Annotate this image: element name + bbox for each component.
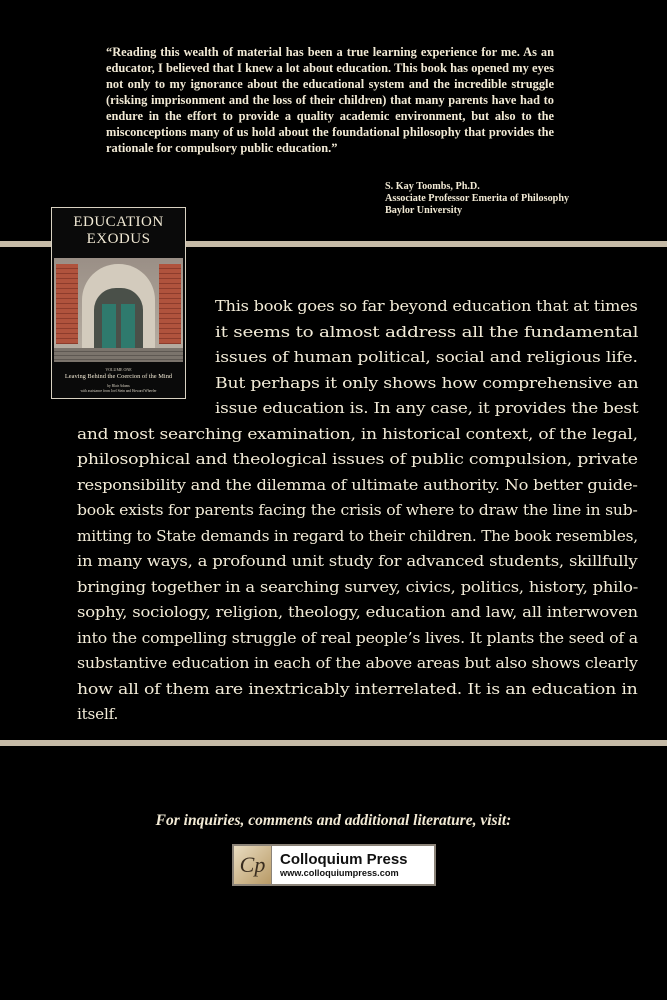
description-line: in many ways, a profound unit study for advanced students, skillfully — [77, 552, 638, 570]
cover-subtitle: Leaving Behind the Coercion of the Mind — [64, 373, 173, 380]
inquiry-text: For inquiries, comments and additional literature, visit: — [155, 812, 512, 829]
description-line: philosophical and theological issues of public compulsion, private — [77, 450, 638, 468]
publisher-url-link[interactable]: www.colloquiumpress.com — [280, 868, 399, 878]
cover-building-photo — [54, 258, 183, 362]
bottom-divider-band — [0, 740, 667, 746]
description-line: responsibility and the dilemma of ultimate authority. No better guide- — [77, 476, 638, 494]
quote-attribution — [385, 181, 569, 217]
brick-wall-right — [159, 264, 181, 344]
entrance-steps — [54, 348, 183, 362]
description-line: itself. — [77, 705, 119, 723]
description-line: This book goes so far beyond education that at times — [215, 297, 638, 315]
cover-title: EDUCATION EXODUS — [73, 214, 164, 247]
description-line: issues of human political, social and religious life. — [215, 348, 638, 366]
description-line: into the compelling struggle of real people’s lives. It plants the seed of a — [77, 629, 638, 647]
publisher-logo[interactable] — [232, 844, 436, 886]
arched-doorway — [94, 288, 143, 348]
cover-authors: by Blair Adams with assistance from Joel Stein and Howard Wheeler — [80, 384, 157, 393]
description-line: sophy, sociology, religion, theology, education and law, all interwoven — [77, 603, 638, 621]
brick-wall-left — [56, 264, 78, 344]
attribution-role: Associate Professor Emerita of Philosophy — [385, 193, 570, 204]
description-line: book exists for parents facing the crisis of where to draw the line in sub- — [77, 501, 638, 519]
publisher-name: Colloquium Press — [280, 851, 408, 868]
description-line: But perhaps it only shows how comprehensive an — [215, 374, 639, 392]
cover-volume: VOLUME ONE — [105, 367, 132, 372]
book-cover-thumbnail — [51, 207, 186, 399]
description-line: it seems to almost address all the fundamental — [215, 323, 639, 341]
description-line: and most searching examination, in historical context, of the legal, — [77, 425, 638, 443]
description-line: issue education is. In any case, it provides the best — [215, 399, 639, 417]
publisher-text — [280, 851, 408, 879]
description-line: how all of them are inextricably interrelated. It is an education in — [77, 680, 638, 698]
description-line: bringing together in a searching survey, civics, politics, history, philo- — [77, 578, 639, 596]
description-line: mitting to State demands in regard to their children. The book resembles, — [77, 527, 638, 545]
attribution-institution: Baylor University — [385, 205, 463, 216]
publisher-mark-icon: Cp — [234, 846, 272, 884]
description-line: substantive education in each of the above areas but also shows clearly — [77, 654, 638, 672]
attribution-author: S. Kay Toombs, Ph.D. — [385, 181, 480, 192]
endorsement-quote: “Reading this wealth of material has been a true learning experience for me. As an educator, I believed that I knew a lot about education. This book has opened my eyes not only to my ignorance about the educational system and the incredible struggle (risking imprisonment and the loss of their children) that many parents have had to endure in the effort to provide a quality academic environment, but also to the misconceptions many of us hold about the foundational philosophy that provides the rationale for compulsory public education.” — [106, 45, 554, 155]
